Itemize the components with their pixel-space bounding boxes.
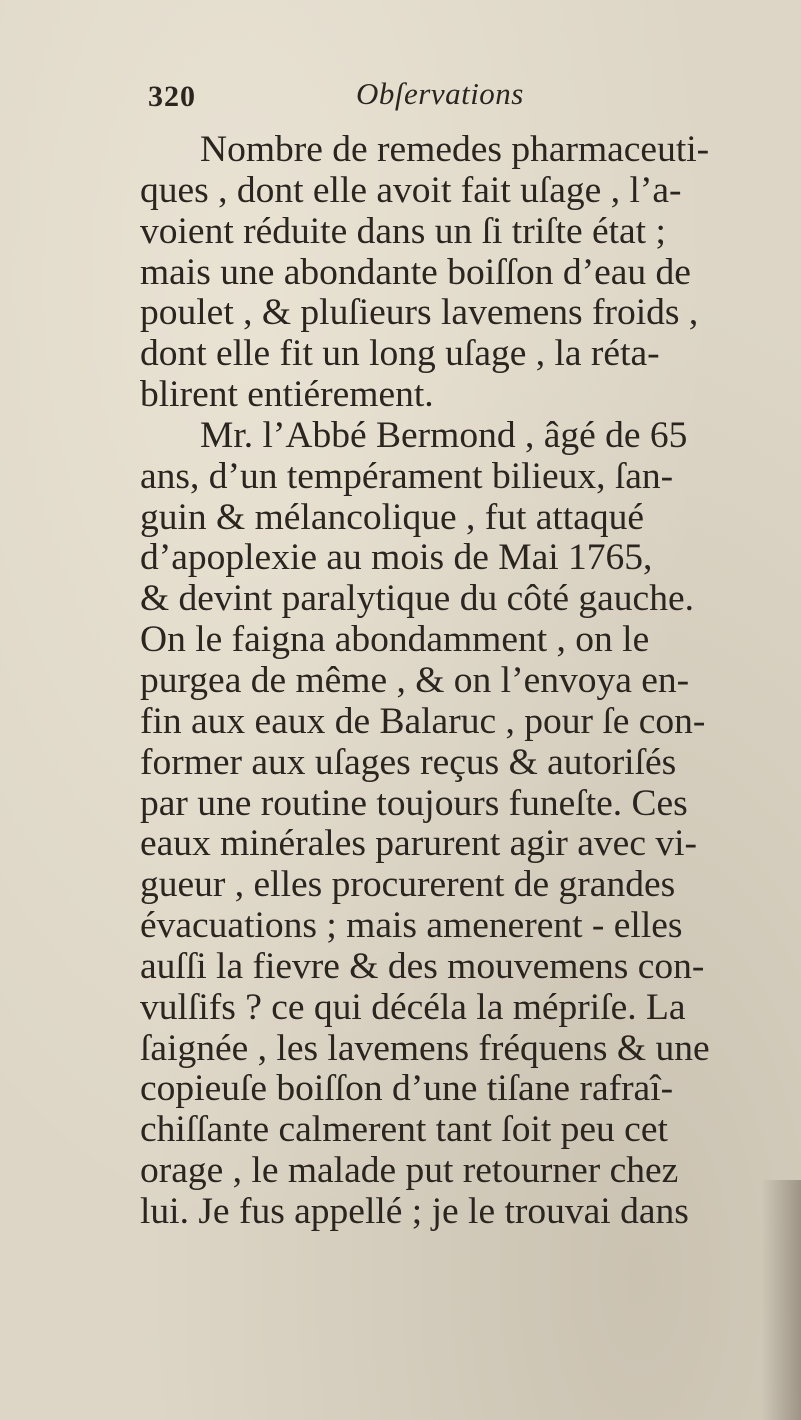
text-line: vulſifs ? ce qui décéla la mépriſe. La [140, 986, 686, 1028]
text-line: poulet , & pluſieurs lavemens froids , [140, 292, 699, 334]
text-line: dont elle fit un long uſage , la réta- [140, 333, 660, 375]
text-line: fin aux eaux de Balaruc , pour ſe con- [140, 700, 706, 742]
text-line: & devint paralytique du côté gauche. [140, 578, 694, 620]
text-line: ſaignée , les lavemens fréquens & une [140, 1027, 710, 1069]
text-line: former aux uſages reçus & autoriſés [140, 741, 677, 783]
text-line: chiſſante calmerent tant ſoit peu cet [140, 1109, 668, 1151]
text-line: copieuſe boiſſon d’une tiſane rafraî- [140, 1068, 674, 1110]
text-line: Mr. l’Abbé Bermond , âgé de 65 [200, 414, 688, 456]
text-line: gueur , elles procurerent de grandes [140, 864, 676, 906]
text-line: purgea de même , & on l’envoya en- [140, 659, 690, 701]
text-line: lui. Je fus appellé ; je le trouvai dans [140, 1190, 689, 1232]
text-line: d’apoplexie au mois de Mai 1765, [140, 537, 653, 579]
text-line: guin & mélancolique , fut attaqué [140, 496, 645, 538]
running-head: Obſervations [356, 76, 524, 111]
text-line: orage , le malade put retourner chez [140, 1150, 679, 1192]
text-line: eaux minérales parurent agir avec vi- [140, 823, 698, 865]
text-line: auſſi la fievre & des mouvemens con- [140, 945, 705, 987]
text-line: par une routine toujours funeſte. Ces [140, 782, 688, 824]
text-line: blirent entiérement. [140, 374, 434, 416]
page-header [148, 76, 568, 130]
text-line: On le faigna abondamment , on le [140, 619, 650, 661]
text-line: ans, d’un tempérament bilieux, ſan- [140, 455, 674, 497]
body-text [140, 130, 770, 1233]
text-line: ques , dont elle avoit fait uſage , l’a- [140, 169, 682, 211]
text-line: Nombre de remedes pharmaceuti- [200, 129, 710, 170]
text-line: voient réduite dans un ſi triſte état ; [140, 210, 666, 252]
page-number: 320 [148, 80, 196, 113]
text-line: évacuations ; mais amenerent - elles [140, 905, 683, 947]
text-line: mais une abondante boiſſon d’eau de [140, 251, 691, 293]
